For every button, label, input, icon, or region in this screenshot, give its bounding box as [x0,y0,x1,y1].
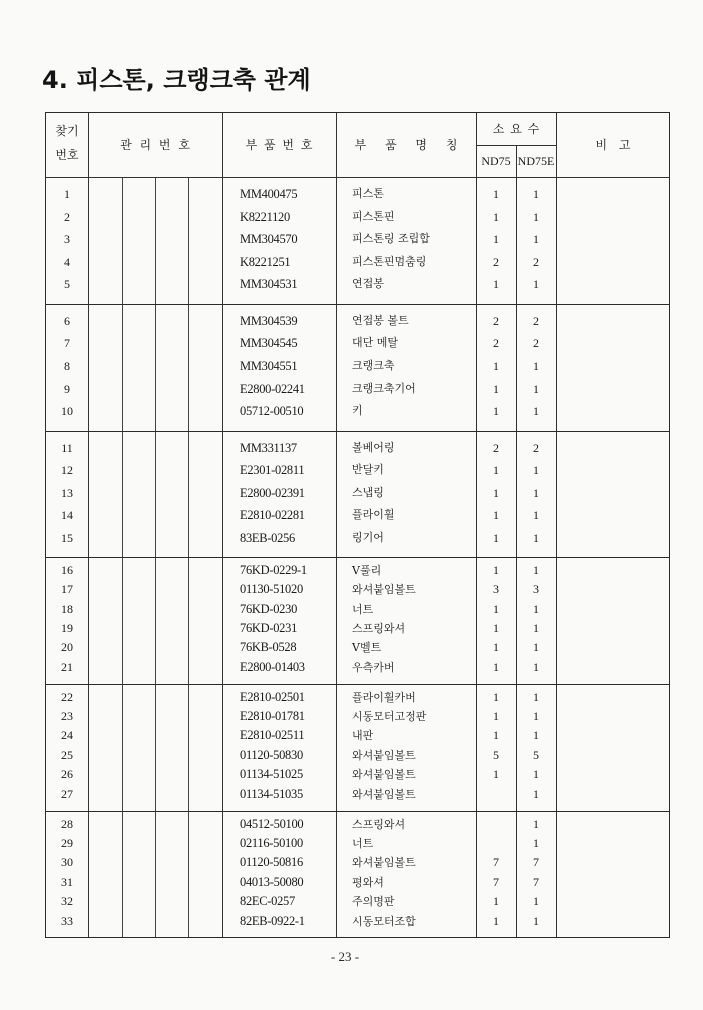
qty-nd75: 1 [493,913,499,928]
part-name: V풀리 [352,563,382,577]
find-number: 24 [61,728,73,743]
part-number: 01120-50816 [240,855,303,870]
part-number: 76KB-0528 [240,640,297,655]
header-qty-nd75e: ND75E [517,154,555,168]
qty-nd75e: 2 [533,440,539,455]
qty-nd75e: 1 [533,913,539,928]
qty-nd75: 7 [493,855,499,870]
qty-nd75: 1 [493,894,499,909]
header-management-number: 관 리 번 호 [120,138,190,152]
qty-nd75: 2 [493,313,499,328]
qty-nd75: 1 [493,601,499,616]
part-number: MM304531 [240,277,298,292]
header-find-number-line2: 번호 [55,148,79,162]
find-number: 23 [61,709,73,724]
find-number: 16 [61,562,73,577]
part-number: E2301-02811 [240,463,305,478]
header-quantity: 소 요 수 [492,122,540,136]
qty-nd75: 1 [493,709,499,724]
header-part-name: 부 품 명 칭 [354,138,458,152]
part-name: 와셔붙임볼트 [352,748,416,762]
part-name: 피스톤링 조립합 [352,232,430,246]
part-name: 플라이휠 [352,508,395,522]
find-number: 13 [61,485,73,500]
part-number: 01130-51020 [240,582,303,597]
qty-nd75e: 2 [533,336,539,351]
qty-nd75e: 2 [533,254,539,269]
find-number: 32 [61,894,73,909]
parts-row [46,355,669,378]
parts-row [46,310,669,333]
part-number: 76KD-0230 [240,601,298,616]
find-number: 28 [61,816,73,831]
parts-row [46,482,669,505]
qty-nd75e: 1 [533,894,539,909]
part-name: 피스톤핀 [352,209,395,223]
part-number: E2810-02511 [240,728,305,743]
parts-row [46,726,669,745]
part-name: 와셔붙임볼트 [352,787,416,801]
part-number: 01134-51035 [240,786,303,801]
find-number: 20 [61,640,73,655]
parts-row [46,600,669,619]
qty-nd75e: 2 [533,313,539,328]
qty-nd75: 3 [493,582,499,597]
qty-nd75e: 1 [533,187,539,201]
find-number: 33 [61,913,73,928]
parts-row [46,527,669,550]
qty-nd75: 2 [493,254,499,269]
qty-nd75e: 1 [533,767,539,782]
qty-nd75e: 1 [533,530,539,545]
part-number: E2810-02501 [240,689,305,704]
part-name: V벨트 [352,641,382,655]
parts-group [46,304,669,431]
qty-nd75: 1 [493,562,499,577]
qty-nd75: 1 [493,659,499,674]
qty-nd75e: 1 [533,728,539,743]
parts-row [46,834,669,853]
find-number: 8 [64,358,70,373]
part-number: MM304545 [240,336,298,351]
part-number: MM304551 [240,358,298,373]
part-name: 너트 [352,602,374,616]
find-number: 27 [61,786,73,801]
qty-nd75: 2 [493,440,499,455]
qty-nd75e: 1 [533,659,539,674]
find-number: 7 [64,336,70,351]
parts-row [46,332,669,355]
qty-nd75: 1 [493,404,499,419]
part-number: E2800-02241 [240,381,305,396]
parts-group [46,431,669,558]
find-number: 22 [61,689,73,704]
header-find-number-line1: 찾기 [55,124,79,138]
part-number: 04013-50080 [240,874,304,889]
qty-nd75e: 1 [533,786,539,801]
parts-row [46,459,669,482]
part-name: 와셔붙임볼트 [352,768,416,782]
part-name: 대단 메탈 [352,336,399,350]
find-number: 17 [61,582,73,597]
parts-row [46,378,669,401]
parts-row [46,785,669,804]
part-name: 플라이휠카버 [352,690,416,704]
find-number: 15 [61,530,73,545]
find-number: 3 [64,232,70,247]
parts-table [45,112,670,938]
parts-row [46,561,669,580]
qty-nd75 [476,785,516,804]
parts-row [46,400,669,423]
part-number: MM304539 [240,313,298,328]
part-name: 연접봉 [352,277,384,291]
find-number: 31 [61,874,73,889]
qty-nd75e: 1 [533,689,539,704]
part-number: E2810-02281 [240,508,305,523]
part-number: E2810-01781 [240,709,305,724]
part-name: 시동모터조합 [352,914,416,928]
qty-nd75e: 1 [533,709,539,724]
qty-nd75e: 1 [533,485,539,500]
part-number: 82EB-0922-1 [240,913,305,928]
part-number: K8221120 [240,209,290,224]
part-name: 연접봉 볼트 [352,313,409,327]
parts-row [46,853,669,872]
find-number: 4 [64,254,70,269]
find-number: 9 [64,381,70,396]
find-number: 14 [61,508,73,523]
part-number: MM331137 [240,440,297,455]
qty-nd75: 1 [493,621,499,636]
part-number: 05712-00510 [240,404,304,419]
part-name: 크랭크축기어 [352,381,416,395]
parts-row [46,688,669,707]
qty-nd75: 1 [493,767,499,782]
qty-nd75e: 1 [533,381,539,396]
part-name: 피스톤핀멈춤링 [352,254,427,268]
part-number: 02116-50100 [240,835,303,850]
qty-nd75e: 1 [533,209,539,224]
find-number: 10 [61,404,73,419]
qty-nd75: 5 [493,747,499,762]
parts-row [46,206,669,229]
qty-nd75: 1 [493,232,499,247]
qty-nd75: 7 [493,874,499,889]
find-number: 25 [61,747,73,762]
find-number: 21 [61,659,73,674]
find-number: 2 [64,209,70,224]
find-number: 29 [61,835,73,850]
qty-nd75: 1 [493,277,499,292]
parts-row [46,580,669,599]
part-name: 링기어 [352,530,384,544]
qty-nd75e: 3 [533,582,539,597]
find-number: 18 [61,601,73,616]
part-name: 스프링와셔 [352,817,406,831]
find-number: 12 [61,463,73,478]
page-number: - 23 - [330,949,360,964]
qty-nd75: 1 [493,640,499,655]
qty-nd75e: 1 [533,640,539,655]
header-remarks: 비 고 [595,138,631,152]
parts-group [46,684,669,811]
header-part-number: 부 품 번 호 [245,138,313,152]
parts-row [46,183,669,206]
parts-row [46,228,669,251]
qty-nd75: 1 [493,358,499,373]
find-number: 11 [61,440,73,455]
parts-group [46,811,669,938]
parts-group [46,177,669,304]
header-qty-nd75: ND75 [481,154,511,168]
part-name: 우측카버 [352,660,395,674]
parts-group [46,557,669,684]
part-name: 시동모터고정판 [352,710,427,724]
qty-nd75e: 1 [533,463,539,478]
qty-nd75: 1 [493,485,499,500]
part-number: K8221251 [240,254,291,269]
qty-nd75: 2 [493,336,499,351]
qty-nd75e: 1 [533,404,539,419]
part-number: 76KD-0231 [240,621,298,636]
parts-row [46,765,669,784]
qty-nd75e: 1 [533,277,539,292]
part-name: 키 [352,404,363,418]
qty-nd75e: 1 [533,621,539,636]
part-name: 내판 [352,729,374,743]
qty-nd75e: 1 [533,562,539,577]
part-number: E2800-02391 [240,485,305,500]
qty-nd75: 1 [493,381,499,396]
qty-nd75e: 7 [533,874,539,889]
part-name: 주의명판 [352,895,395,909]
parts-row [46,273,669,296]
page-title: 4. 피스톤, 크랭크축 관계 [42,66,311,94]
qty-nd75: 1 [493,689,499,704]
qty-nd75: 1 [493,508,499,523]
parts-row [46,638,669,657]
parts-row [46,815,669,834]
part-name: 볼베어링 [352,440,395,454]
qty-nd75: 1 [493,209,499,224]
qty-nd75e: 1 [533,508,539,523]
parts-row [46,746,669,765]
parts-row [46,619,669,638]
qty-nd75: 1 [493,728,499,743]
find-number: 1 [64,187,70,201]
parts-row [46,251,669,274]
part-name: 스냅링 [352,485,384,499]
part-name: 반달키 [352,463,384,477]
part-name: 스프링와셔 [352,622,406,636]
part-name: 너트 [352,836,374,850]
parts-row [46,912,669,931]
find-number: 19 [61,621,73,636]
part-name: 와셔붙임볼트 [352,856,416,870]
qty-nd75 [476,834,516,853]
qty-nd75e: 7 [533,855,539,870]
qty-nd75e: 1 [533,816,539,831]
part-number: E2800-01403 [240,659,305,674]
qty-nd75e: 1 [533,835,539,850]
qty-nd75e: 1 [533,358,539,373]
part-number: 76KD-0229-1 [240,562,307,577]
qty-nd75: 1 [493,530,499,545]
part-number: 01120-50830 [240,747,303,762]
qty-nd75e: 1 [533,601,539,616]
part-number: 01134-51025 [240,767,303,782]
part-number: 83EB-0256 [240,530,295,545]
parts-row [46,892,669,911]
parts-row [46,437,669,460]
part-number: MM304570 [240,232,298,247]
part-number: MM400475 [240,187,298,201]
parts-row [46,504,669,527]
parts-body [46,113,669,937]
qty-nd75 [476,815,516,834]
find-number: 26 [61,767,73,782]
qty-nd75: 1 [493,463,499,478]
qty-nd75: 1 [493,187,499,201]
part-name: 와셔붙임볼트 [352,583,416,597]
parts-row [46,873,669,892]
find-number: 6 [64,313,70,328]
find-number: 5 [64,277,70,292]
qty-nd75e: 5 [533,747,539,762]
part-number: 82EC-0257 [240,894,295,909]
qty-nd75e: 1 [533,232,539,247]
part-name: 피스톤 [352,187,384,200]
find-number: 30 [61,855,73,870]
part-name: 평와셔 [352,875,384,889]
part-number: 04512-50100 [240,816,304,831]
parts-row [46,658,669,677]
part-name: 크랭크축 [352,358,395,372]
parts-row [46,707,669,726]
